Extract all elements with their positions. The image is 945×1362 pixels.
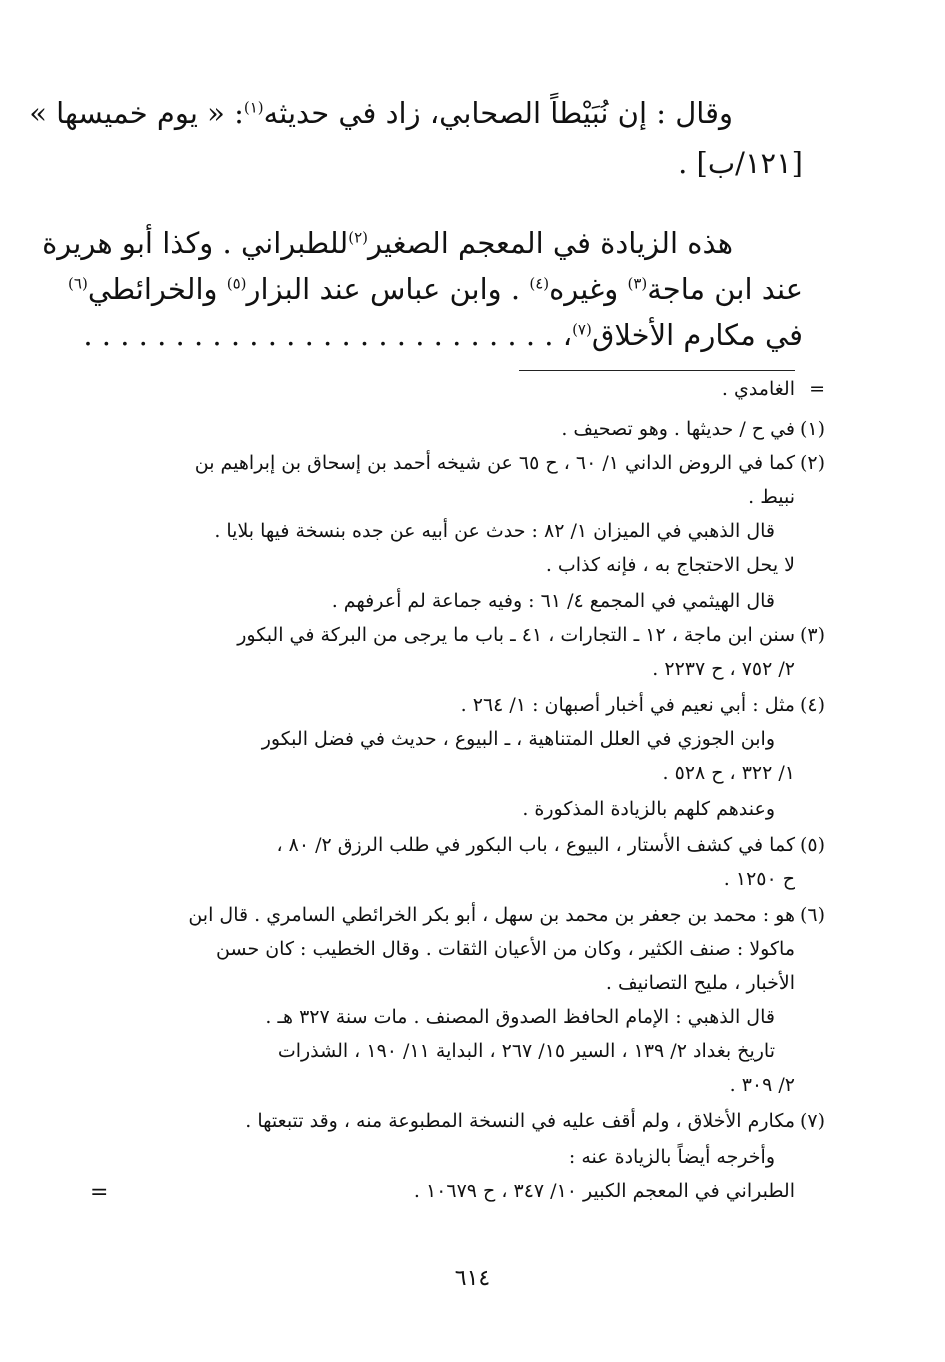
footnote-ref-2[interactable]: (٢) bbox=[348, 228, 369, 247]
footnote-5-line1: كما في كشف الأستار ، البيوع ، باب البكور في طلب الرزق ٢/ ٨٠ ، bbox=[276, 834, 795, 856]
main-para2-line3: في مكارم الأخلاق$^{(٧)}$، . . . . . . . . . . . . . . . . . . . . . . . . . . bbox=[83, 318, 803, 352]
footnote-number-2: (٢) bbox=[799, 452, 825, 474]
footnote-ref-1[interactable]: (١) bbox=[243, 98, 264, 117]
footnote-2-line4: لا يحل الاحتجاج به ، فإنه كذاب . bbox=[545, 554, 795, 576]
footnote-6-line3: الأخبار ، مليح التصانيف . bbox=[605, 972, 795, 994]
main-para2-line2: عند ابن ماجة$^{(٣)}$ وغيره$^{(٤)}$ . وابن عباس عند البزار$^{(٥)}$ والخرائطي$^{(٦)}$ bbox=[68, 272, 803, 306]
main-para2-line1: هذه الزيادة في المعجم الصغير$^{(٢)}$للطبراني . وكذا أبو هريرة bbox=[42, 226, 733, 260]
footnote-4-line3: ١/ ٣٢٢ ، ح ٥٢٨ . bbox=[662, 762, 795, 784]
footnote-ref-4[interactable]: (٤) bbox=[529, 274, 550, 293]
footnote-2-line5: قال الهيثمي في المجمع ٤/ ٦١ : وفيه جماعة لم أعرفهم . bbox=[331, 590, 775, 612]
footnote-3-line1: سنن ابن ماجة ، ١٢ ـ التجارات ، ٤١ ـ باب ما يرجى من البركة في البكور bbox=[237, 624, 795, 646]
footnote-6-line1: هو : محمد بن جعفر بن محمد بن سهل ، أبو بكر الخرائطي السامري . قال ابن bbox=[188, 904, 795, 926]
footnote-7-line2: وأخرجه أيضاً بالزيادة عنه : bbox=[568, 1146, 775, 1168]
footnote-number-5: (٥) bbox=[799, 834, 825, 856]
footnote-2-line1: كما في الروض الداني ١/ ٦٠ ، ح ٦٥ عن شيخه أحمد بن إسحاق بن إبراهيم بن bbox=[194, 452, 795, 474]
footnote-4-line2: وابن الجوزي في العلل المتناهية ، ـ البيوع ، حديث في فضل البكور bbox=[261, 728, 775, 750]
footnote-6-line2: ماكولا : صنف الكثير ، وكان من الأعيان الثقات . وقال الخطيب : كان حسن bbox=[216, 938, 795, 960]
main-para1-line2: [١٢١/ب] . bbox=[678, 146, 803, 180]
footnote-2-line2: نبيط . bbox=[748, 486, 795, 508]
footnote-separator bbox=[519, 370, 795, 371]
footnote-5-line2: ح ١٢٥٠ . bbox=[723, 868, 795, 890]
footnote-2-line3: قال الذهبي في الميزان ١/ ٨٢ : حدث عن أبيه عن جده بنسخة فيها بلايا . bbox=[214, 520, 775, 542]
main-para1-line1: وقال : إن نُبَيْطاً الصحابي، زاد في حديثه$^{(١)}$: « يوم خميسها » bbox=[29, 96, 733, 130]
footnote-7-line3: الطبراني في المعجم الكبير ١٠/ ٣٤٧ ، ح ١٠٦٧٩ . bbox=[413, 1180, 795, 1202]
footnote-6-line4: قال الذهبي : الإمام الحافظ الصدوق المصنف . مات سنة ٣٢٧ هـ . bbox=[265, 1006, 775, 1028]
footnote-ref-6[interactable]: (٦) bbox=[68, 274, 88, 293]
footnote-4-line1: مثل : أبي نعيم في أخبار أصبهان : ١/ ٢٦٤ . bbox=[460, 694, 795, 716]
footnote-number-4: (٤) bbox=[799, 694, 825, 716]
footnote-number-1: (١) bbox=[799, 418, 825, 440]
footnote-number-6: (٦) bbox=[799, 904, 825, 926]
footnote-1-text: في ح / حديثها . وهو تصحيف . bbox=[561, 418, 795, 440]
page-number: ٦١٤ bbox=[454, 1266, 491, 1291]
footnote-7-line1: مكارم الأخلاق ، ولم أقف عليه في النسخة المطبوعة منه ، وقد تتبعتها . bbox=[245, 1110, 795, 1132]
footnote-ref-5[interactable]: (٥) bbox=[226, 274, 247, 293]
footnote-carry-line: = الغامدي . bbox=[721, 378, 825, 400]
footnote-3-line2: ٢/ ٧٥٢ ، ح ٢٢٣٧ . bbox=[652, 658, 795, 680]
footnote-number-3: (٣) bbox=[799, 624, 825, 646]
continuation-equals-mark-bottom: = bbox=[90, 1180, 109, 1205]
footnote-ref-7[interactable]: (٧) bbox=[572, 320, 592, 339]
continuation-equals-mark: = bbox=[809, 378, 825, 400]
footnote-number-7: (٧) bbox=[799, 1110, 825, 1132]
footnote-6-line6: ٢/ ٣٠٩ . bbox=[729, 1074, 795, 1096]
footnote-4-line4: وعندهم كلهم بالزيادة المذكورة . bbox=[522, 798, 775, 820]
footnote-ref-3[interactable]: (٣) bbox=[627, 274, 648, 293]
footnote-6-line5: تاريخ بغداد ٢/ ١٣٩ ، السير ١٥/ ٢٦٧ ، البداية ١١/ ١٩٠ ، الشذرات bbox=[277, 1040, 775, 1062]
